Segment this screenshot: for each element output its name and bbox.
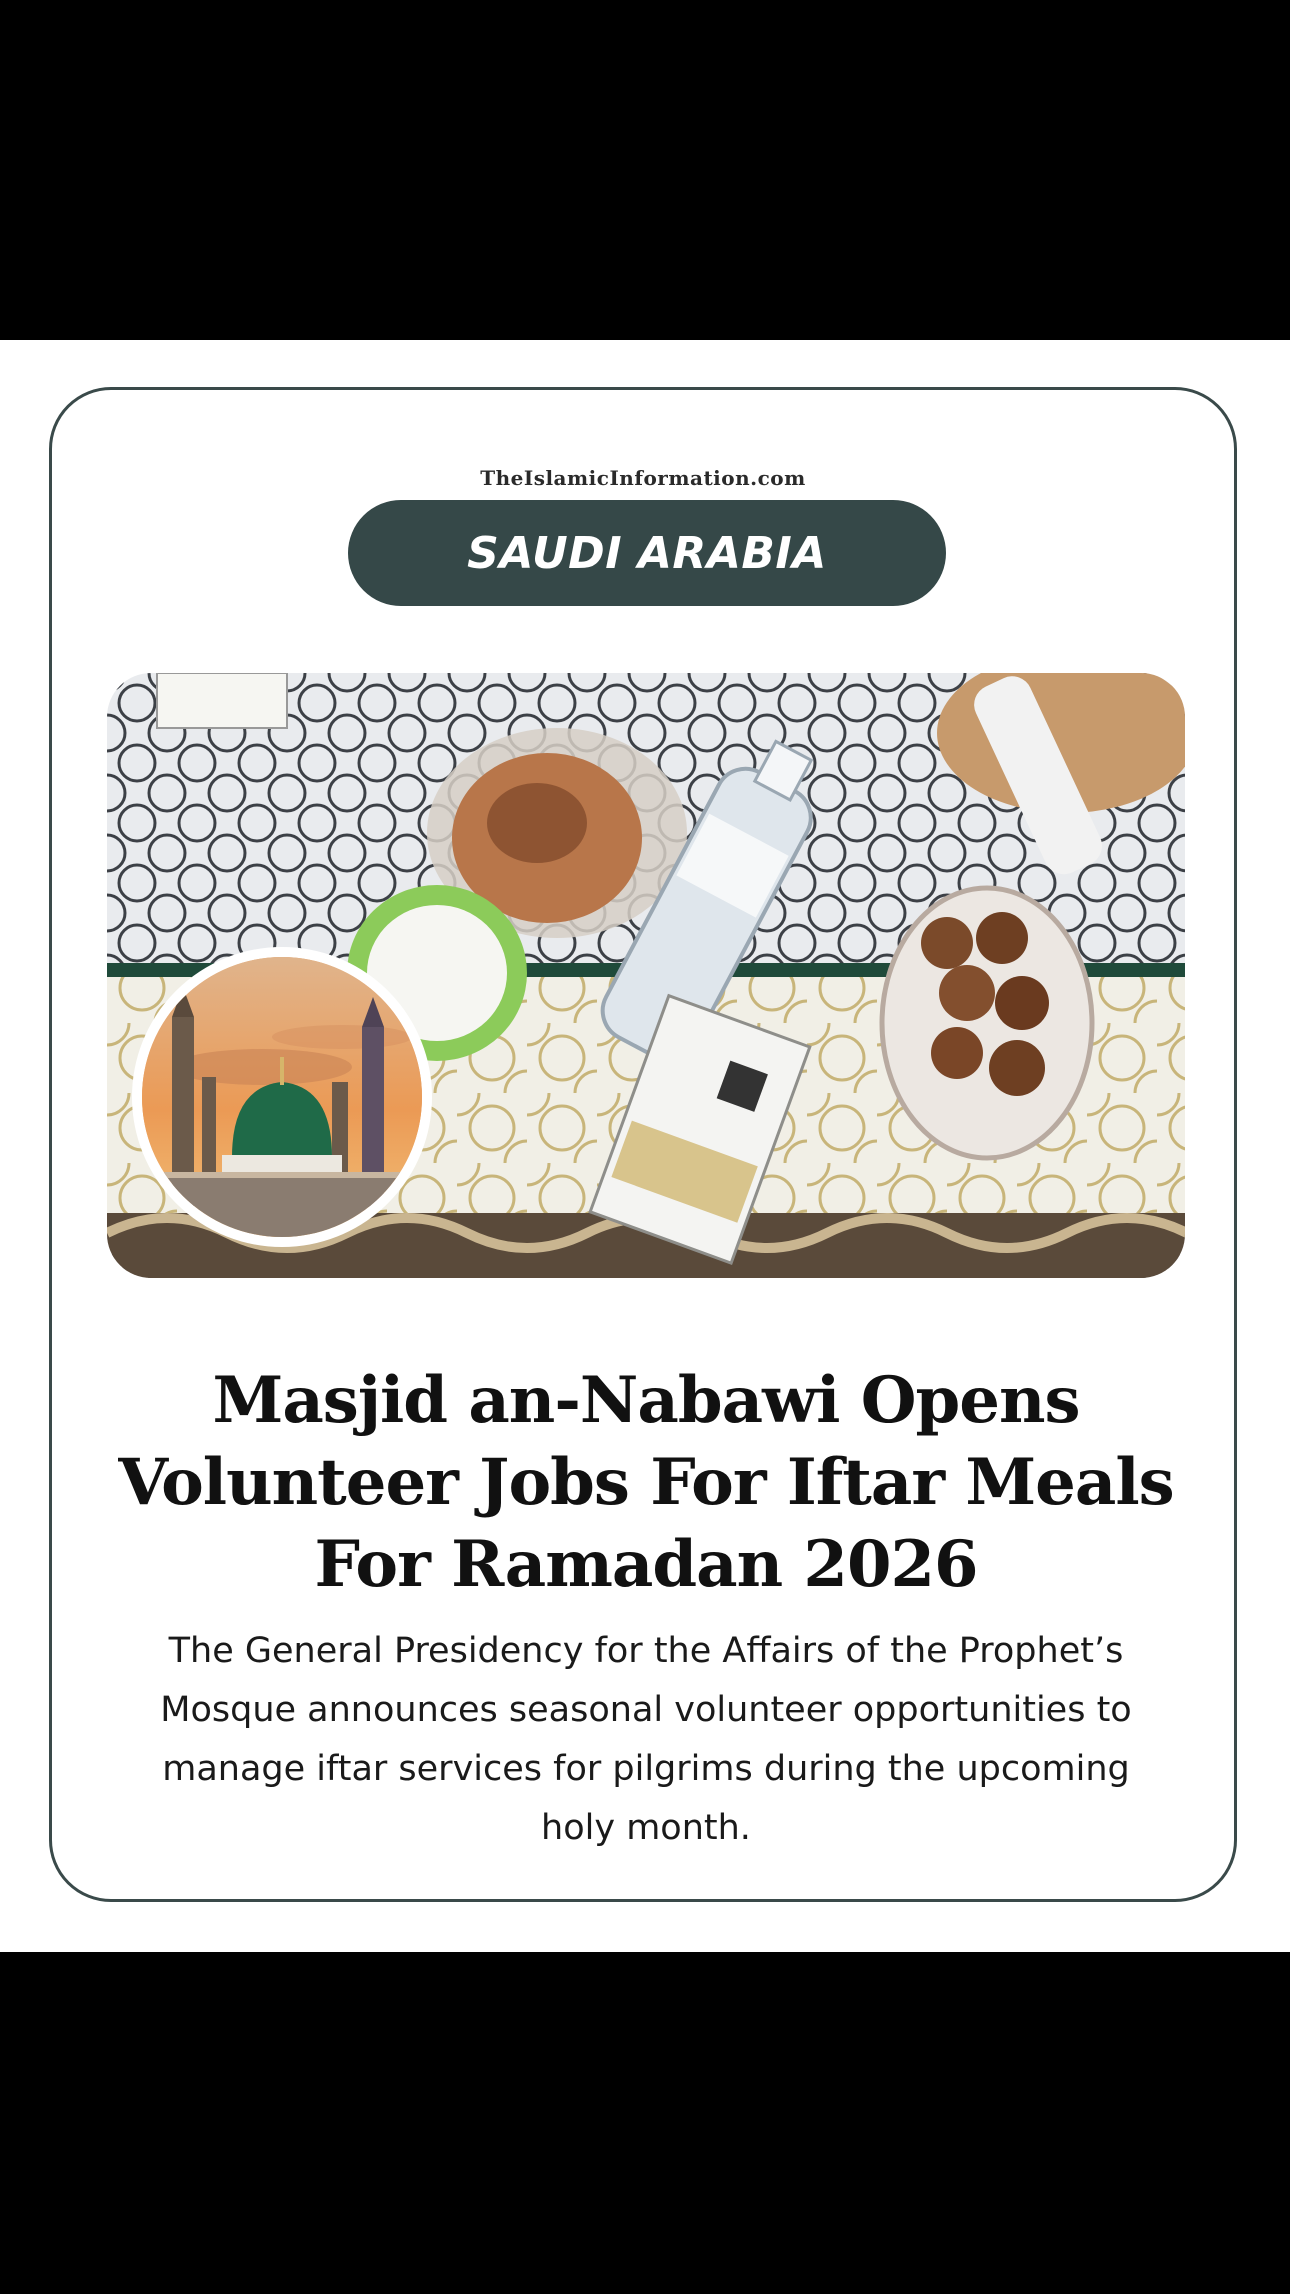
- post-panel: [0, 340, 1290, 1952]
- summary: The General Presidency for the Affairs of the Prophet’s Mosque announces seasonal volunteer opportunities to manage iftar services for pilgrims during the upcoming holy month.: [160, 1631, 1132, 1848]
- news-card: [49, 387, 1237, 1902]
- site-name: TheIslamicInformation.com: [480, 466, 806, 490]
- headline: Masjid an-Nabawi Opens Volunteer Jobs For Iftar Meals For Ramadan 2026: [118, 1363, 1174, 1602]
- mosque-inset-photo: [132, 947, 432, 1247]
- category-badge: [348, 500, 946, 606]
- category-label: SAUDI ARABIA: [467, 527, 827, 579]
